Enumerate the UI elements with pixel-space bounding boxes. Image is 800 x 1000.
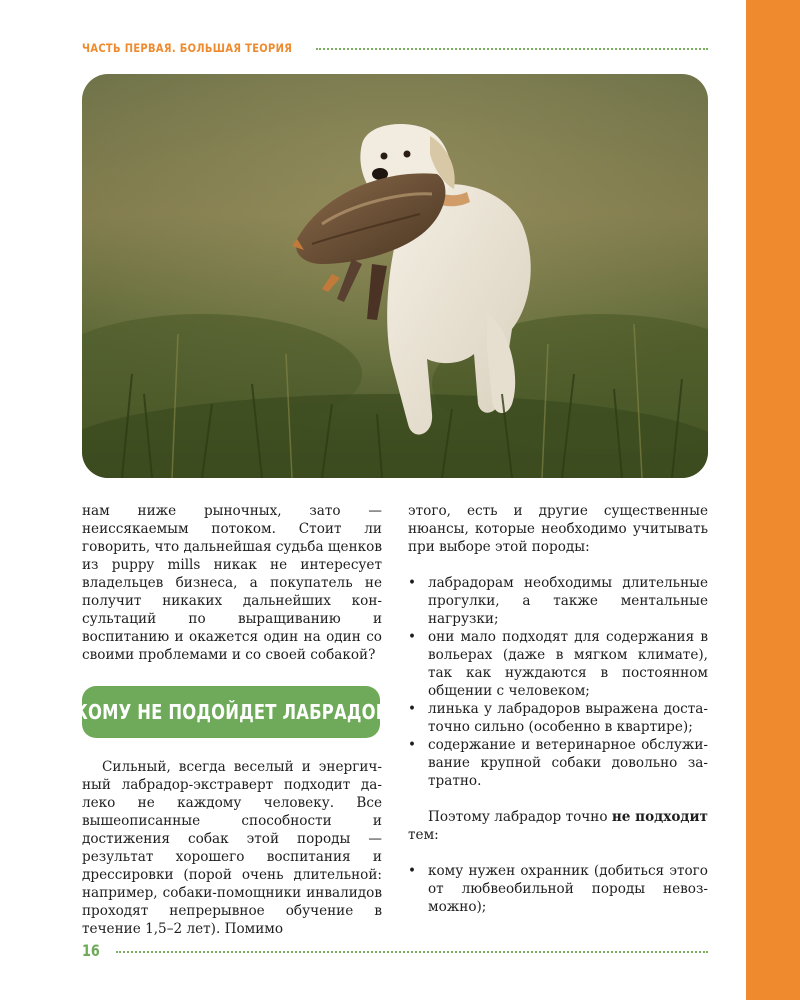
list-item: • кому нужен охранник (добиться этого от любвеобильной породы невозможно);: [408, 862, 708, 916]
body-paragraph-intro: этого, есть и другие существенные нюансы, которые необходимо учитывать при выборе этой породы:: [408, 503, 708, 555]
left-column-lower: [82, 758, 382, 938]
body-paragraph-conclusion: [408, 808, 708, 844]
list-item: • линька у лабрадоров выражена достаточно сильно (особенно в квартире);: [408, 700, 708, 736]
list-item: • они мало подходят для содержания в вольерах (даже в мягком климате), так как нуждаются в постоянном общении с человеком;: [408, 628, 708, 700]
conclusion-text-end: тем:: [408, 827, 439, 843]
body-paragraph: Сильный, всегда веселый и энергичный лабрадор-экстраверт подходит далеко не каждому человеку. Все вышеописанные способности и достижения собак этой породы — результат хорошего воспитания и дрессировки (порой очень длительной: например, собаки-помощники инвалидов проходят непрерывное обучение в течение 1,5–2 лет). Помимо: [82, 759, 382, 937]
list-item: • содержание и ветеринарное обслуживание крупной собаки довольно затратно.: [408, 736, 708, 790]
section-heading-box: [74, 686, 388, 738]
conclusion-emphasis: не подходит: [611, 809, 708, 825]
side-color-bar: [746, 0, 800, 1000]
header-dotted-rule: [316, 48, 708, 50]
bullet-list: [408, 574, 708, 790]
footer-dotted-rule: [116, 951, 708, 953]
body-paragraph-continuation: нам ниже рыночных, зато — неиссякаемым потоком. Стоит ли говорить, что дальнейшая судьба щенков из puppy mills никак не интересует владельцев бизнеса, а покупатель не получит никаких дальнейших консультаций по выращиванию и воспитанию и окажется один на один со своими проблемами и со своей собакой?: [82, 503, 382, 663]
section-heading: КОМУ НЕ ПОДОЙДЕТ ЛАБРАДОР: [74, 700, 388, 724]
page-footer: [82, 940, 708, 960]
right-column: [408, 502, 708, 916]
list-item: • лабрадорам необходимы длительные прогулки, а также ментальные нагрузки;: [408, 574, 708, 628]
left-column: [82, 502, 382, 664]
running-head-title: ЧАСТЬ ПЕРВАЯ. БОЛЬШАЯ ТЕОРИЯ: [82, 41, 293, 55]
bullet-list-second: [408, 862, 708, 916]
running-head: [82, 40, 708, 56]
page-number: 16: [82, 940, 100, 960]
conclusion-text: Поэтому лабрадор точно: [428, 809, 612, 825]
photo-illustration: [82, 74, 708, 478]
labrador-photo: [82, 74, 708, 478]
